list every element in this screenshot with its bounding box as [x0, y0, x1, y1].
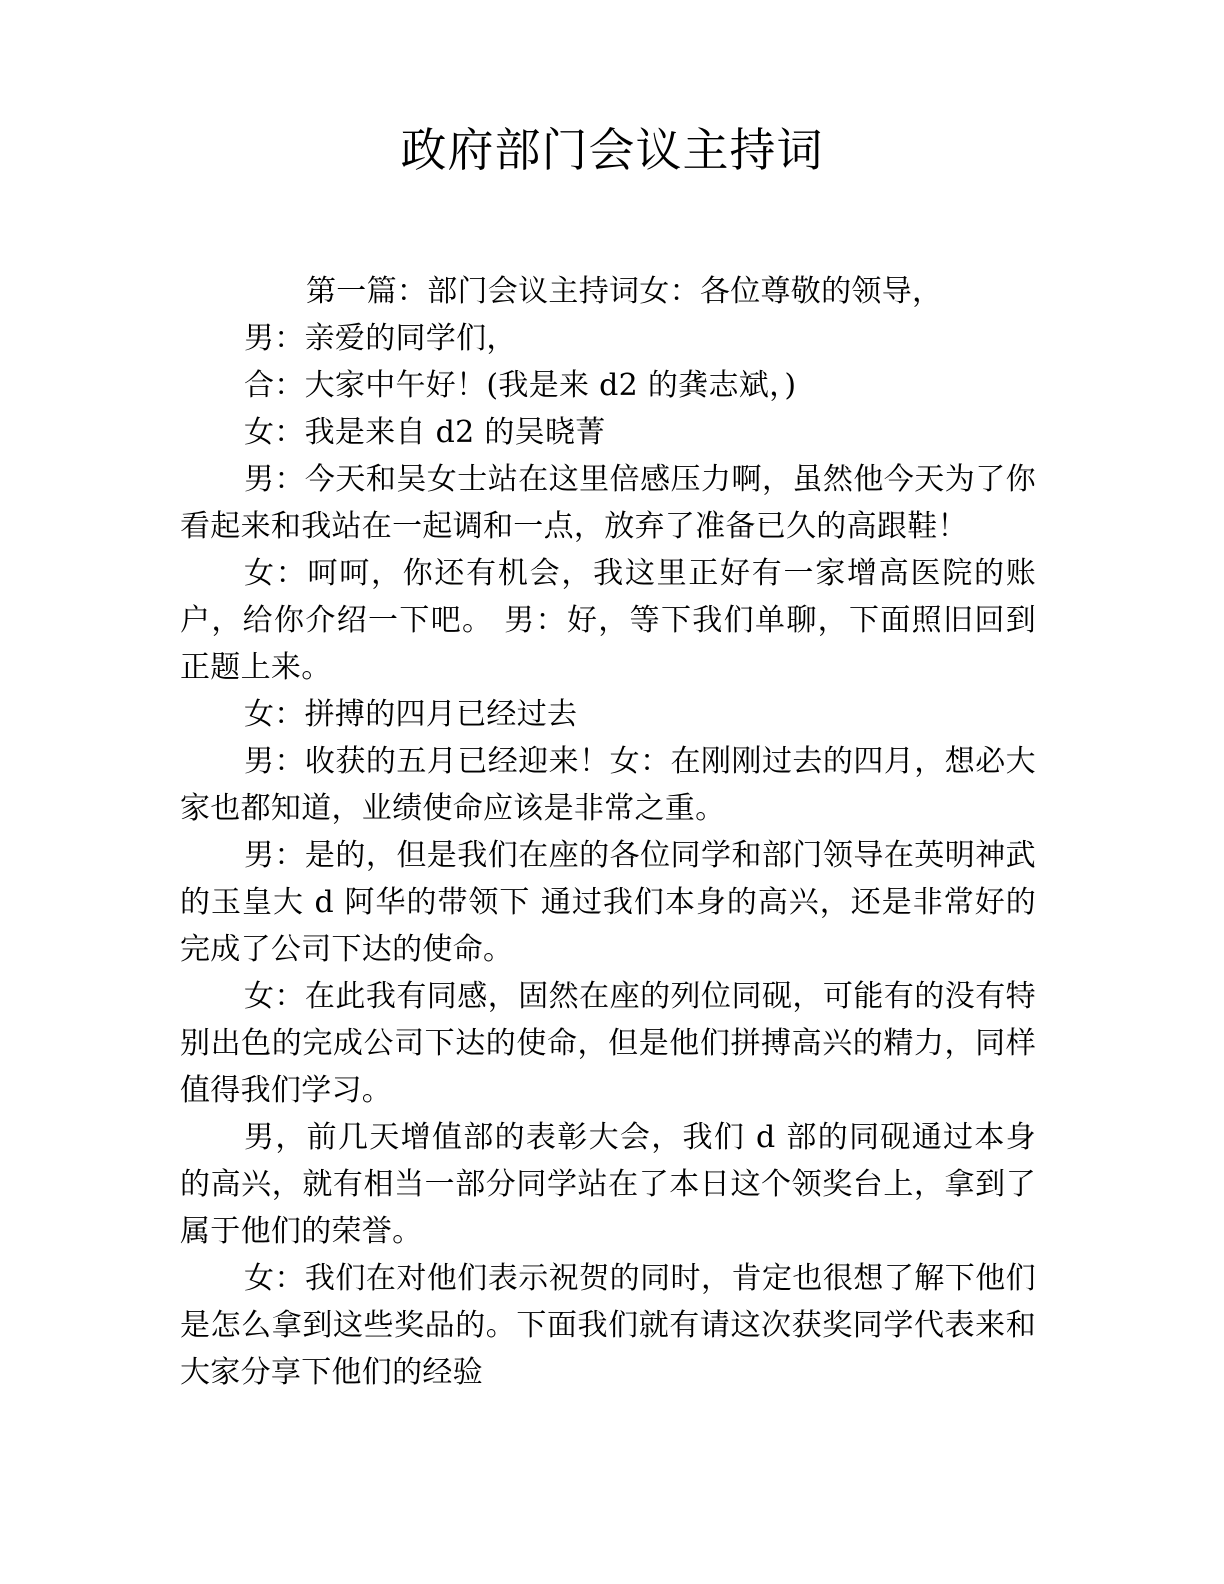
paragraph: 女：呵呵，你还有机会，我这里正好有一家增高医院的账户，给你介绍一下吧。 男：好，等下我们单聊，下面照旧回到正题上来。: [180, 556, 1036, 685]
document-body: [180, 268, 1036, 1396]
paragraph: 男：亲爱的同学们，: [244, 321, 517, 356]
paragraph: 女：我是来自 d2 的吴晓菁: [244, 415, 606, 450]
paragraph: 第一篇：部门会议主持词女：各位尊敬的领导，: [306, 274, 943, 309]
paragraph: 男，前几天增值部的表彰大会，我们 d 部的同砚通过本身的高兴，就有相当一部分同学站在了本日这个领奖台上，拿到了属于他们的荣誉。: [180, 1120, 1036, 1249]
paragraph: 女：在此我有同感，固然在座的列位同砚，可能有的没有特别出色的完成公司下达的使命，但是他们拼搏高兴的精力，同样值得我们学习。: [180, 979, 1036, 1108]
paragraph: 女：拼搏的四月已经过去: [244, 697, 578, 732]
paragraph: 男：今天和吴女士站在这里倍感压力啊，虽然他今天为了你看起来和我站在一起调和一点，放弃了准备已久的高跟鞋！: [180, 462, 1036, 544]
paragraph: 女：我们在对他们表示祝贺的同时，肯定也很想了解下他们是怎么拿到这些奖品的。下面我们就有请这次获奖同学代表来和大家分享下他们的经验: [180, 1261, 1036, 1390]
paragraph: 男：收获的五月已经迎来！女：在刚刚过去的四月，想必大家也都知道，业绩使命应该是非常之重。: [180, 744, 1036, 826]
paragraph: 合：大家中午好！(我是来 d2 的龚志斌，): [244, 368, 797, 403]
page-title: 政府部门会议主持词: [400, 123, 824, 177]
paragraph: 男：是的，但是我们在座的各位同学和部门领导在英明神武的玉皇大 d 阿华的带领下 通过我们本身的高兴，还是非常好的完成了公司下达的使命。: [180, 838, 1036, 967]
